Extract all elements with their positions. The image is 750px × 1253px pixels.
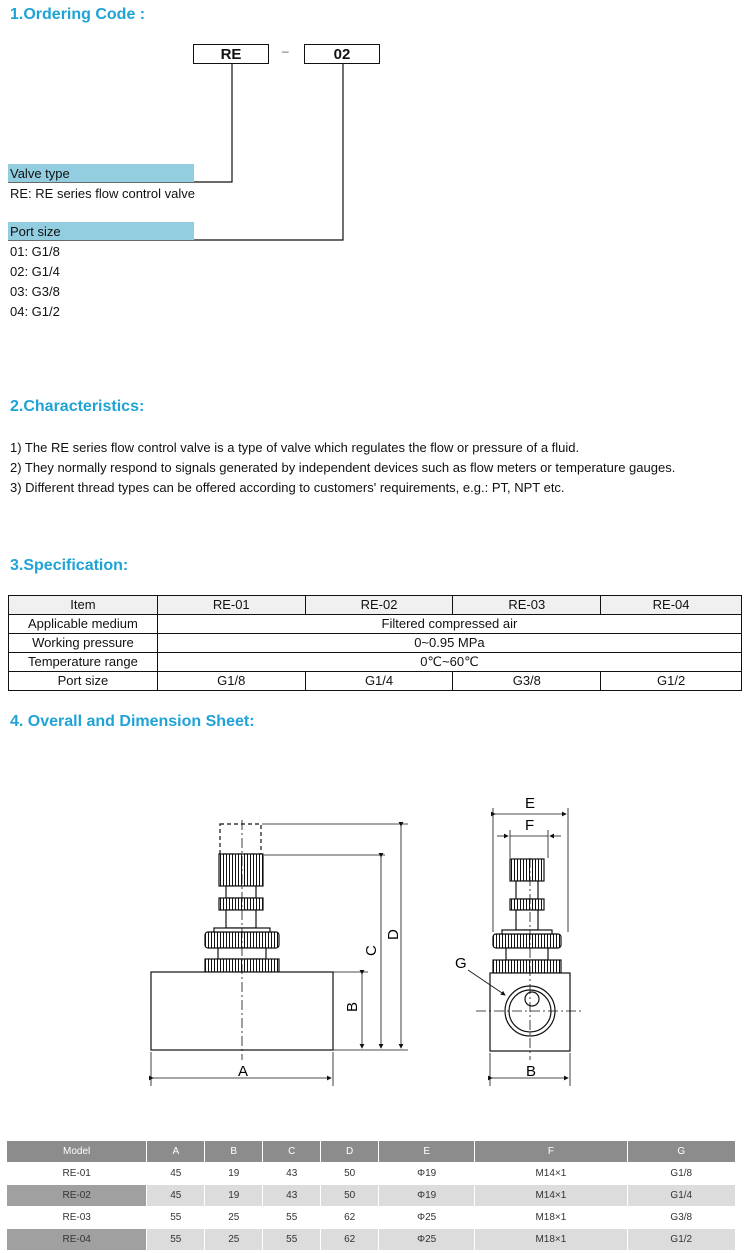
dim-cell: M14×1 [475, 1185, 627, 1207]
dim-label-b-front: B [344, 1001, 361, 1012]
spec-row-temperature [9, 653, 742, 672]
spec-label: Working pressure [9, 634, 158, 653]
spec-label: Port size [9, 672, 158, 691]
spec-header-cell: RE-04 [601, 596, 742, 615]
dim-header-cell: B [205, 1141, 263, 1163]
dim-cell: G3/8 [627, 1207, 735, 1229]
dim-cell: 25 [205, 1207, 263, 1229]
dim-cell: Φ25 [379, 1229, 475, 1251]
dim-header-cell: F [475, 1141, 627, 1163]
dim-cell: 45 [147, 1163, 205, 1185]
dim-cell: RE-02 [7, 1185, 147, 1207]
valve-type-item: RE: RE series flow control valve [10, 186, 195, 201]
dim-label-a: A [238, 1063, 249, 1080]
port-size-band [8, 222, 194, 240]
dim-cell: 62 [321, 1207, 379, 1229]
dim-cell: 43 [263, 1185, 321, 1207]
code-part-port: 02 [304, 44, 380, 64]
dim-cell: 62 [321, 1229, 379, 1251]
dim-cell: 55 [147, 1229, 205, 1251]
dim-label-g: G [455, 955, 467, 972]
spec-value: G3/8 [453, 672, 601, 691]
dim-header-cell: C [263, 1141, 321, 1163]
code-connector-lines [0, 0, 400, 250]
dim-cell: Φ19 [379, 1163, 475, 1185]
dim-cell: RE-04 [7, 1229, 147, 1251]
dim-cell: 55 [263, 1229, 321, 1251]
spec-header-cell: RE-03 [453, 596, 601, 615]
characteristic-line: 2) They normally respond to signals generated by independent devices such as flow meters or temperature gauges. [10, 460, 676, 475]
table-row [7, 1185, 736, 1207]
table-row [7, 1207, 736, 1229]
spec-value: G1/2 [601, 672, 742, 691]
dim-header-cell: A [147, 1141, 205, 1163]
dim-cell: M18×1 [475, 1207, 627, 1229]
code-part-series: RE [193, 44, 269, 64]
section-title-specification: 3.Specification: [10, 557, 129, 574]
dim-cell: 19 [205, 1163, 263, 1185]
valve-type-title: Valve type [10, 166, 70, 181]
table-row [7, 1229, 736, 1251]
dim-cell: RE-03 [7, 1207, 147, 1229]
dim-header-cell: E [379, 1141, 475, 1163]
spec-row-pressure [9, 634, 742, 653]
valve-type-band [8, 164, 194, 182]
dim-cell: 43 [263, 1163, 321, 1185]
characteristic-line: 3) Different thread types can be offered according to customers' requirements, e.g.: PT, NPT etc. [10, 480, 565, 495]
spec-header-cell: Item [9, 596, 158, 615]
dim-label-d: D [385, 929, 402, 940]
dim-cell: 55 [263, 1207, 321, 1229]
dim-cell: M18×1 [475, 1229, 627, 1251]
port-size-item: 03: G3/8 [10, 284, 60, 299]
dim-cell: G1/8 [627, 1163, 735, 1185]
spec-row-medium [9, 615, 742, 634]
dim-cell: 19 [205, 1185, 263, 1207]
section-title-ordering: 1.Ordering Code : [10, 6, 146, 23]
dim-cell: 45 [147, 1185, 205, 1207]
dimension-header-row [7, 1141, 736, 1163]
dim-header-cell: G [627, 1141, 735, 1163]
spec-value: G1/4 [305, 672, 453, 691]
dim-cell: 25 [205, 1229, 263, 1251]
dimension-drawing [0, 780, 750, 1090]
dim-cell: 50 [321, 1185, 379, 1207]
dim-cell: G1/4 [627, 1185, 735, 1207]
dim-cell: RE-01 [7, 1163, 147, 1185]
dim-cell: 50 [321, 1163, 379, 1185]
port-size-title: Port size [10, 224, 61, 239]
dim-label-c: C [363, 945, 380, 956]
spec-value: 0~0.95 MPa [157, 634, 741, 653]
port-size-item: 04: G1/2 [10, 304, 60, 319]
table-row [7, 1163, 736, 1185]
dim-label-e: E [525, 795, 536, 812]
spec-table [8, 595, 742, 691]
port-size-item: 02: G1/4 [10, 264, 60, 279]
characteristic-line: 1) The RE series flow control valve is a type of valve which regulates the flow or pressure of a fluid. [10, 440, 580, 455]
spec-label: Applicable medium [9, 615, 158, 634]
dim-cell: Φ19 [379, 1185, 475, 1207]
dimension-table [6, 1140, 736, 1251]
dim-header-cell: Model [7, 1141, 147, 1163]
dim-cell: G1/2 [627, 1229, 735, 1251]
code-dash: – [282, 44, 289, 58]
port-size-item: 01: G1/8 [10, 244, 60, 259]
dim-label-f: F [525, 817, 535, 834]
dim-cell: Φ25 [379, 1207, 475, 1229]
section-title-dimension: 4. Overall and Dimension Sheet: [10, 713, 255, 730]
spec-header-row [9, 596, 742, 615]
dim-cell: M14×1 [475, 1163, 627, 1185]
spec-value: G1/8 [157, 672, 305, 691]
spec-header-cell: RE-02 [305, 596, 453, 615]
spec-value: 0℃~60℃ [157, 653, 741, 672]
spec-row-port [9, 672, 742, 691]
section-title-characteristics: 2.Characteristics: [10, 398, 145, 415]
spec-label: Temperature range [9, 653, 158, 672]
dim-header-cell: D [321, 1141, 379, 1163]
spec-header-cell: RE-01 [157, 596, 305, 615]
dim-label-b-side: B [526, 1063, 537, 1080]
spec-value: Filtered compressed air [157, 615, 741, 634]
dim-cell: 55 [147, 1207, 205, 1229]
